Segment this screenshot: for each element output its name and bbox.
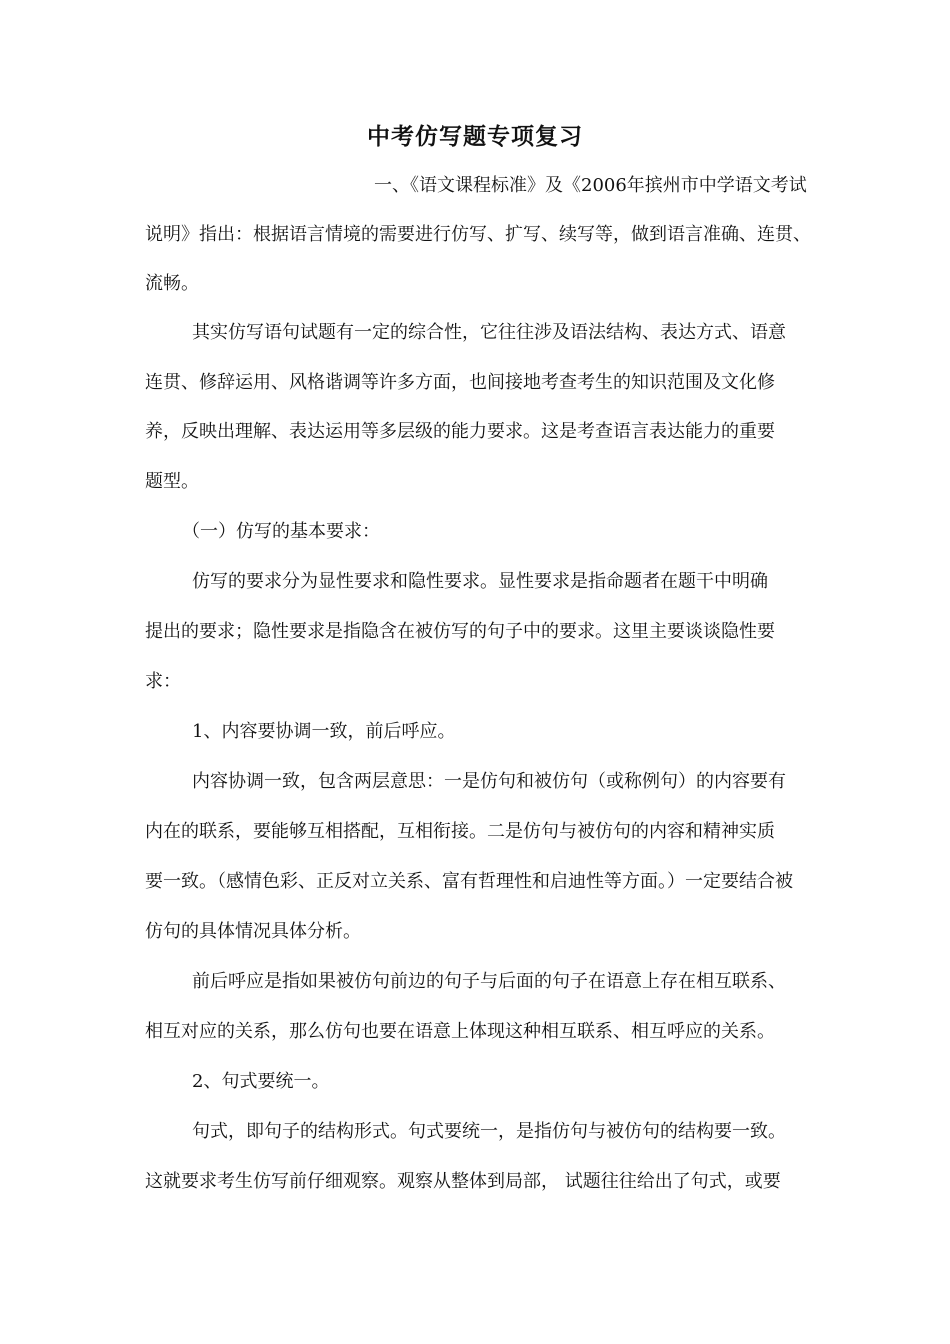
paragraph-line: 养，反映出理解、表达运用等多层级的能力要求。这是考查语言表达能力的重要 xyxy=(145,421,775,442)
paragraph-line: 前后呼应是指如果被仿句前边的句子与后面的句子在语意上存在相互联系、 xyxy=(192,971,786,992)
paragraph-line: 说明》指出：根据语言情境的需要进行仿写、扩写、续写等，做到语言准确、连贯、 xyxy=(145,224,811,245)
paragraph-line: 要一致。（感情色彩、正反对立关系、富有哲理性和启迪性等方面。）一定要结合被 xyxy=(145,871,793,892)
paragraph-line: 内在的联系，要能够互相搭配，互相衔接。二是仿句与被仿句的内容和精神实质 xyxy=(145,821,775,842)
paragraph-line: 仿写的要求分为显性要求和隐性要求。显性要求是指命题者在题干中明确 xyxy=(192,571,768,592)
paragraph-line: 其实仿写语句试题有一定的综合性，它往往涉及语法结构、表达方式、语意 xyxy=(192,322,786,343)
paragraph-line: 内容协调一致，包含两层意思：一是仿句和被仿句（或称例句）的内容要有 xyxy=(192,771,786,792)
section-heading: （一）仿写的基本要求： xyxy=(182,521,380,542)
paragraph-line: 相互对应的关系，那么仿句也要在语意上体现这种相互联系、相互呼应的关系。 xyxy=(145,1021,775,1042)
paragraph-line: 一、《语文课程标准》及《2006年摈州市中学语文考试 xyxy=(374,175,807,196)
subsection-heading: 2、句式要统一。 xyxy=(192,1071,330,1092)
paragraph-line: 流畅。 xyxy=(145,273,199,294)
document-title: 中考仿写题专项复习 xyxy=(367,123,583,150)
paragraph-line: 仿句的具体情况具体分析。 xyxy=(145,921,361,942)
paragraph-line: 连贯、修辞运用、风格谐调等许多方面，也间接地考查考生的知识范围及文化修 xyxy=(145,372,775,393)
paragraph-line: 句式，即句子的结构形式。句式要统一，是指仿句与被仿句的结构要一致。 xyxy=(192,1121,786,1142)
paragraph-line: 题型。 xyxy=(145,471,199,492)
paragraph-line: 求： xyxy=(145,671,181,692)
subsection-heading: 1、内容要协调一致，前后呼应。 xyxy=(192,721,456,742)
paragraph-line: 这就要求考生仿写前仔细观察。观察从整体到局部， 试题往往给出了句式，或要 xyxy=(145,1171,781,1192)
paragraph-line: 提出的要求；隐性要求是指隐含在被仿写的句子中的要求。这里主要谈谈隐性要 xyxy=(145,621,775,642)
